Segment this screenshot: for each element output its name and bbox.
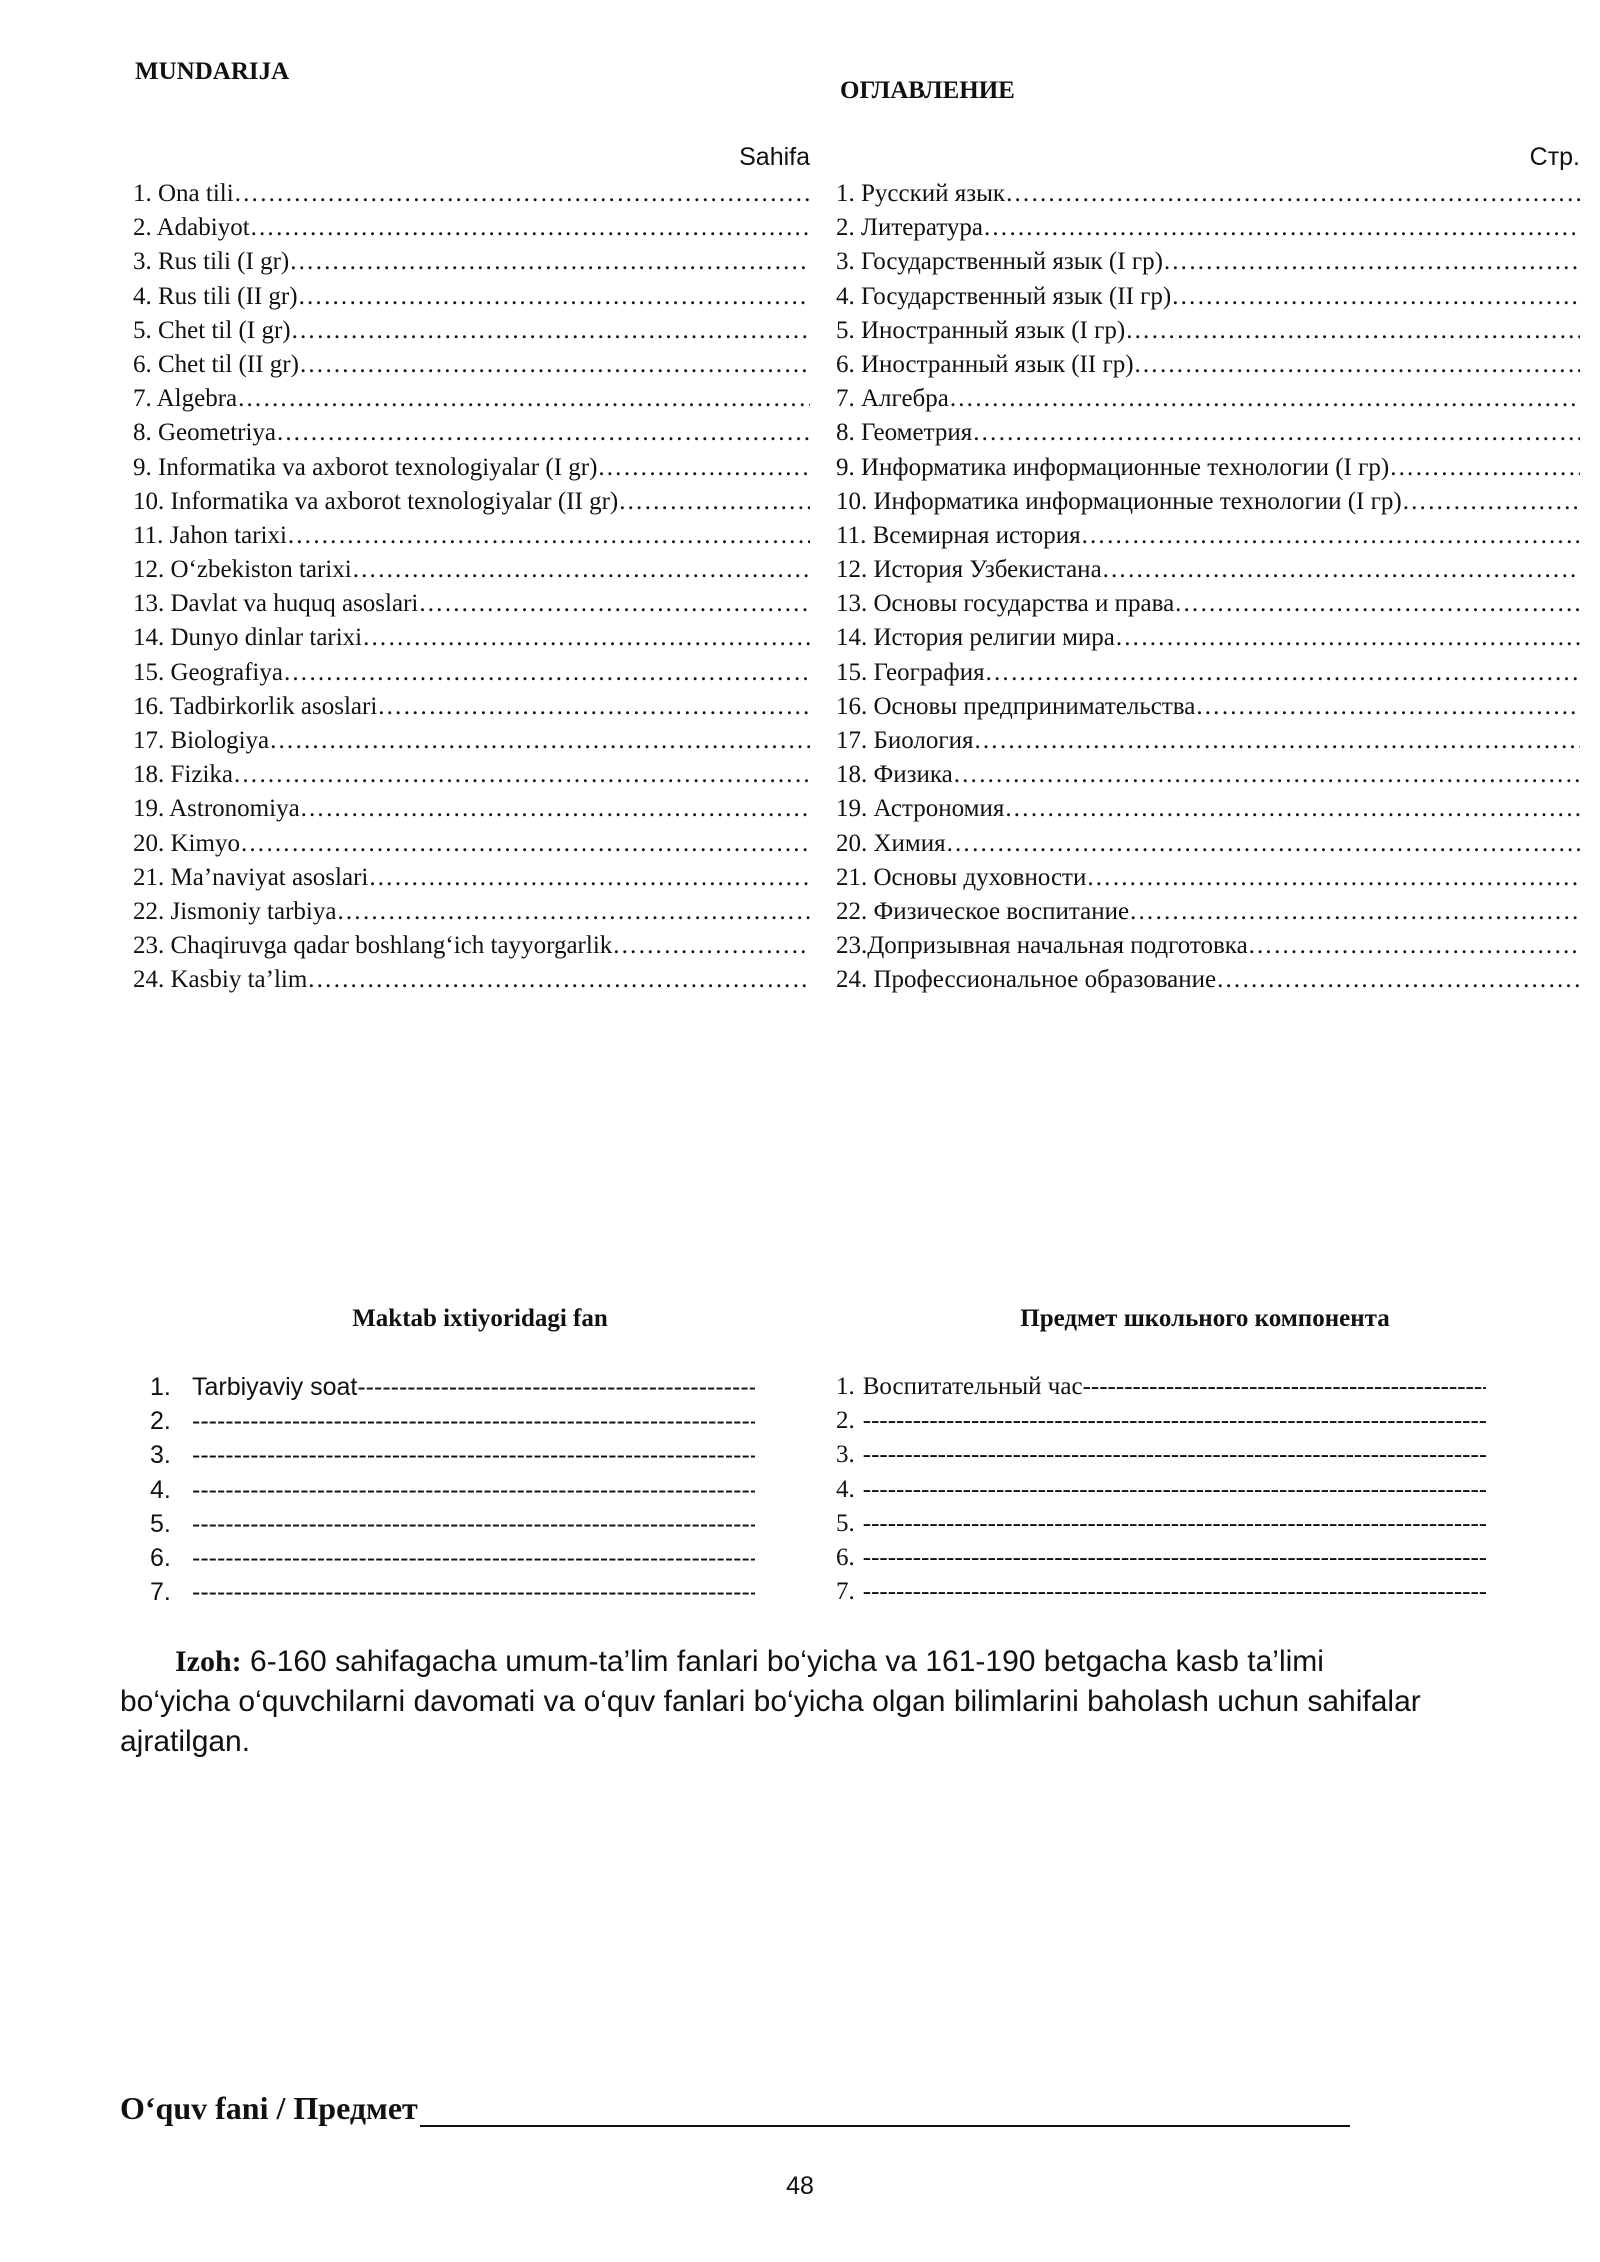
toc-entry-label: 22. Физическое воспитание xyxy=(836,897,1130,925)
dot-leader xyxy=(985,656,1580,690)
toc-entry xyxy=(133,827,810,861)
note-paragraph xyxy=(120,1642,1440,1762)
dot-leader xyxy=(368,861,810,895)
school-subject-entry xyxy=(150,1473,755,1507)
note-text: 6-160 sahifagacha umum-ta’lim fanlari bo‘yicha va 161-190 betgacha kasb ta’limi bo‘yicha o‘quvchilarni davomati va o‘quv fanlari bo‘yicha olgan bilimlarini baholash uchun sahifalar ajratilgan. xyxy=(120,1645,1421,1758)
toc-entry-label: 16. Tadbirkorlik asoslari xyxy=(133,692,378,720)
toc-entry-label: 18. Fizika xyxy=(133,761,233,789)
toc-entry-label: 18. Физика xyxy=(836,761,953,789)
entry-number: 6. xyxy=(150,1543,171,1572)
toc-entry-label: 5. Chet til (I gr) xyxy=(133,316,291,344)
toc-entry xyxy=(836,656,1580,690)
toc-entry-label: 20. Химия xyxy=(836,829,946,857)
toc-entry-label: 21. Ma’naviyat asoslari xyxy=(133,863,369,891)
toc-entry-label: 9. Informatika va axborot texnologiyalar (I gr) xyxy=(133,453,598,481)
toc-entry-label: 7. Algebra xyxy=(133,385,238,413)
entry-number: 3. xyxy=(150,1441,171,1470)
toc-entry-label: 23.Допризывная начальная подготовка xyxy=(836,932,1248,960)
toc-entry-label: 2. Литература xyxy=(836,214,983,242)
toc-entry xyxy=(836,451,1580,485)
toc-entry xyxy=(133,280,810,314)
entry-number: 2. xyxy=(150,1407,171,1436)
toc-entry xyxy=(133,792,810,826)
dot-leader xyxy=(1174,587,1580,621)
dot-leader xyxy=(289,245,810,279)
toc-entry-label: 12. O‘zbekiston tarixi xyxy=(133,556,352,584)
toc-entry-label: 1. Ona tili xyxy=(133,180,234,207)
toc-entry xyxy=(836,621,1580,655)
dot-leader xyxy=(377,690,810,724)
dot-leader xyxy=(233,758,810,792)
toc-entry-label: 17. Biologiya xyxy=(133,727,270,754)
toc-entry xyxy=(836,792,1580,826)
toc-entry xyxy=(133,485,810,519)
dot-leader xyxy=(1216,963,1580,997)
blank-dash-line[interactable] xyxy=(357,1370,755,1404)
toc-entry xyxy=(133,553,810,587)
blank-dash-line[interactable] xyxy=(1083,1370,1486,1404)
school-subject-entry xyxy=(150,1575,755,1609)
toc-entry-label: 19. Астрономия xyxy=(836,795,1005,823)
toc-entry xyxy=(836,416,1580,450)
toc-entry xyxy=(836,348,1580,382)
blank-dash-line[interactable] xyxy=(863,1541,1486,1575)
toc-entry xyxy=(836,895,1580,929)
dot-leader xyxy=(1248,929,1580,963)
entry-number: 5. xyxy=(150,1509,171,1538)
toc-entry xyxy=(133,177,810,211)
toc-entry-label: 11. Всемирная история xyxy=(836,521,1081,549)
toc-entry xyxy=(133,929,810,963)
toc-entry-label: 2. Adabiyot xyxy=(133,214,250,242)
school-subject-title-uzbek: Maktab ixtiyoridagi fan xyxy=(352,1305,608,1332)
dot-leader xyxy=(276,416,810,450)
dot-leader xyxy=(287,519,810,553)
dot-leader xyxy=(300,792,810,826)
entry-number: 5. xyxy=(836,1509,855,1537)
toc-entry-label: 6. Иностранный язык (II гр) xyxy=(836,350,1134,378)
note-label: Izoh: xyxy=(175,1645,242,1678)
school-subject-entry xyxy=(836,1404,1486,1438)
toc-entry xyxy=(836,724,1580,758)
entry-number: 2. xyxy=(836,1407,855,1435)
blank-dash-line[interactable] xyxy=(863,1507,1486,1541)
blank-dash-line[interactable] xyxy=(863,1473,1486,1507)
blank-dash-line[interactable] xyxy=(192,1541,755,1575)
toc-russian xyxy=(836,143,1580,998)
toc-entry-label: 13. Davlat va huquq asoslari xyxy=(133,590,419,618)
entry-number: 7. xyxy=(836,1578,855,1606)
school-subject-entry xyxy=(150,1370,755,1404)
entry-number: 7. xyxy=(150,1578,171,1607)
dot-leader xyxy=(418,587,810,621)
toc-entry xyxy=(836,280,1580,314)
blank-dash-line[interactable] xyxy=(863,1404,1486,1438)
toc-entry-label: 24. Профессиональное образование xyxy=(836,966,1217,994)
school-subject-entry xyxy=(836,1473,1486,1507)
toc-entry xyxy=(836,827,1580,861)
school-subjects-uzbek xyxy=(150,1370,755,1609)
toc-entry xyxy=(133,211,810,245)
page-column-header: Sahifa xyxy=(739,143,810,171)
dot-leader xyxy=(283,656,810,690)
dot-leader xyxy=(234,177,810,211)
toc-entry-label: 19. Astronomiya xyxy=(133,795,300,823)
toc-entry-label: 1. Русский язык xyxy=(836,180,1006,207)
toc-entry xyxy=(133,451,810,485)
toc-entry-label: 8. Геометрия xyxy=(836,419,973,447)
toc-entry xyxy=(133,621,810,655)
toc-entry-label: 22. Jismoniy tarbiya xyxy=(133,897,337,925)
dot-leader xyxy=(336,895,810,929)
blank-dash-line[interactable] xyxy=(192,1404,755,1438)
toc-entry xyxy=(836,177,1580,211)
blank-dash-line[interactable] xyxy=(863,1438,1486,1472)
toc-entry xyxy=(836,758,1580,792)
toc-entry xyxy=(836,519,1580,553)
dot-leader xyxy=(1163,245,1580,279)
toc-entry-label: 20. Kimyo xyxy=(133,829,240,857)
dot-leader xyxy=(362,621,810,655)
toc-entry xyxy=(836,314,1580,348)
dot-leader xyxy=(1389,451,1580,485)
toc-entry-label: 4. Государственный язык (II гр) xyxy=(836,282,1172,310)
blank-dash-line[interactable] xyxy=(863,1575,1486,1609)
toc-entry-label: 16. Основы предпринимательства xyxy=(836,692,1196,720)
dot-leader xyxy=(1402,485,1580,519)
entry-text: Tarbiyaviy soat xyxy=(192,1373,358,1401)
toc-entry-label: 3. Rus tili (I gr) xyxy=(133,248,290,276)
dot-leader xyxy=(1081,519,1580,553)
entry-number: 4. xyxy=(836,1475,855,1503)
toc-entry xyxy=(836,245,1580,279)
dot-leader xyxy=(972,416,1580,450)
toc-entry-label: 10. Informatika va axborot texnologiyalar (II gr) xyxy=(133,487,619,515)
dot-leader xyxy=(1005,177,1580,211)
page-column-header: Стр. xyxy=(1529,143,1580,171)
toc-entry xyxy=(836,553,1580,587)
school-subjects-russian xyxy=(836,1370,1486,1609)
toc-entry xyxy=(133,656,810,690)
dot-leader xyxy=(250,211,810,245)
toc-entry-label: 13. Основы государства и права xyxy=(836,590,1175,618)
toc-entry xyxy=(133,382,810,416)
toc-entry xyxy=(133,758,810,792)
toc-title-uzbek: MUNDARIJA xyxy=(135,58,290,85)
entry-number: 1. xyxy=(836,1373,855,1400)
dot-leader xyxy=(618,485,810,519)
toc-entry-label: 3. Государственный язык (I гр) xyxy=(836,248,1163,276)
dot-leader xyxy=(1102,553,1580,587)
toc-entry xyxy=(836,963,1580,997)
toc-entry xyxy=(836,485,1580,519)
toc-entry xyxy=(133,416,810,450)
toc-uzbek xyxy=(133,143,810,998)
school-subject-entry xyxy=(836,1438,1486,1472)
toc-entry-label: 9. Информатика информационные технологии (I гр) xyxy=(836,453,1390,481)
toc-entry-label: 15. География xyxy=(836,658,985,686)
toc-entry xyxy=(133,314,810,348)
school-subject-entry xyxy=(150,1438,755,1472)
dot-leader xyxy=(299,348,810,382)
subject-field xyxy=(120,2090,1350,2127)
school-subject-title-russian: Предмет школьного компонента xyxy=(1020,1305,1390,1332)
dot-leader xyxy=(1115,621,1580,655)
toc-entry-label: 8. Geometriya xyxy=(133,419,277,447)
dot-leader xyxy=(237,382,810,416)
entry-number: 6. xyxy=(836,1543,855,1571)
dot-leader xyxy=(983,211,1580,245)
toc-entry-label: 17. Биология xyxy=(836,727,974,754)
dot-leader xyxy=(974,724,1580,758)
dot-leader xyxy=(612,929,810,963)
school-subject-entry xyxy=(836,1575,1486,1609)
dot-leader xyxy=(1134,348,1580,382)
toc-entry xyxy=(836,929,1580,963)
school-subject-entry xyxy=(150,1541,755,1575)
toc-entry-label: 5. Иностранный язык (I гр) xyxy=(836,316,1126,344)
entry-text: Воспитательный час xyxy=(862,1373,1083,1400)
dot-leader xyxy=(307,963,810,997)
toc-entry xyxy=(133,895,810,929)
dot-leader xyxy=(1195,690,1580,724)
toc-entry xyxy=(133,861,810,895)
toc-entry-label: 7. Алгебра xyxy=(836,385,949,413)
toc-entry xyxy=(133,690,810,724)
dot-leader xyxy=(946,827,1580,861)
toc-entry xyxy=(133,245,810,279)
toc-entry xyxy=(133,724,810,758)
toc-entry-label: 15. Geografiya xyxy=(133,658,283,686)
dot-leader xyxy=(597,451,810,485)
school-subject-entry xyxy=(150,1507,755,1541)
dot-leader xyxy=(1004,792,1580,826)
school-subject-entry xyxy=(836,1370,1486,1404)
toc-entry-label: 11. Jahon tarixi xyxy=(133,521,287,549)
entry-number: 3. xyxy=(836,1441,855,1469)
subject-blank-line[interactable] xyxy=(420,2095,1350,2127)
dot-leader xyxy=(1129,895,1580,929)
toc-entry xyxy=(836,382,1580,416)
toc-entry-label: 21. Основы духовности xyxy=(836,863,1087,891)
school-subject-entry xyxy=(836,1507,1486,1541)
dot-leader xyxy=(291,314,810,348)
subject-label: O‘quv fani / Предмет xyxy=(120,2090,418,2126)
dot-leader xyxy=(298,280,810,314)
toc-title-russian: ОГЛАВЛЕНИЕ xyxy=(840,77,1015,104)
toc-entry xyxy=(133,348,810,382)
entry-number: 4. xyxy=(150,1475,171,1504)
toc-entry xyxy=(836,861,1580,895)
dot-leader xyxy=(240,827,810,861)
dot-leader xyxy=(269,724,810,758)
toc-entry-label: 14. Dunyo dinlar tarixi xyxy=(133,624,363,652)
entry-number: 1. xyxy=(150,1373,171,1401)
blank-dash-line[interactable] xyxy=(192,1575,755,1609)
toc-entry-label: 24. Kasbiy ta’lim xyxy=(133,966,308,994)
toc-entry-label: 14. История религии мира xyxy=(836,624,1115,652)
blank-dash-line[interactable] xyxy=(192,1473,755,1507)
page-number: 48 xyxy=(786,2172,814,2200)
school-subject-entry xyxy=(836,1541,1486,1575)
toc-entry xyxy=(836,587,1580,621)
blank-dash-line[interactable] xyxy=(192,1438,755,1472)
toc-entry xyxy=(836,690,1580,724)
dot-leader xyxy=(1125,314,1580,348)
school-subject-entry xyxy=(150,1404,755,1438)
toc-entry xyxy=(836,211,1580,245)
toc-entry xyxy=(133,963,810,997)
toc-entry-label: 4. Rus tili (II gr) xyxy=(133,282,298,310)
dot-leader xyxy=(953,758,1580,792)
toc-entry-label: 23. Chaqiruvga qadar boshlang‘ich tayyorgarlik xyxy=(133,932,613,960)
dot-leader xyxy=(352,553,810,587)
dot-leader xyxy=(1171,280,1580,314)
toc-entry xyxy=(133,587,810,621)
blank-dash-line[interactable] xyxy=(192,1507,755,1541)
toc-entry-label: 10. Информатика информационные технологии (I гр) xyxy=(836,487,1402,515)
toc-entry-label: 12. История Узбекистана xyxy=(836,556,1102,584)
dot-leader xyxy=(1086,861,1580,895)
toc-entry xyxy=(133,519,810,553)
toc-entry-label: 6. Chet til (II gr) xyxy=(133,350,299,378)
dot-leader xyxy=(949,382,1580,416)
